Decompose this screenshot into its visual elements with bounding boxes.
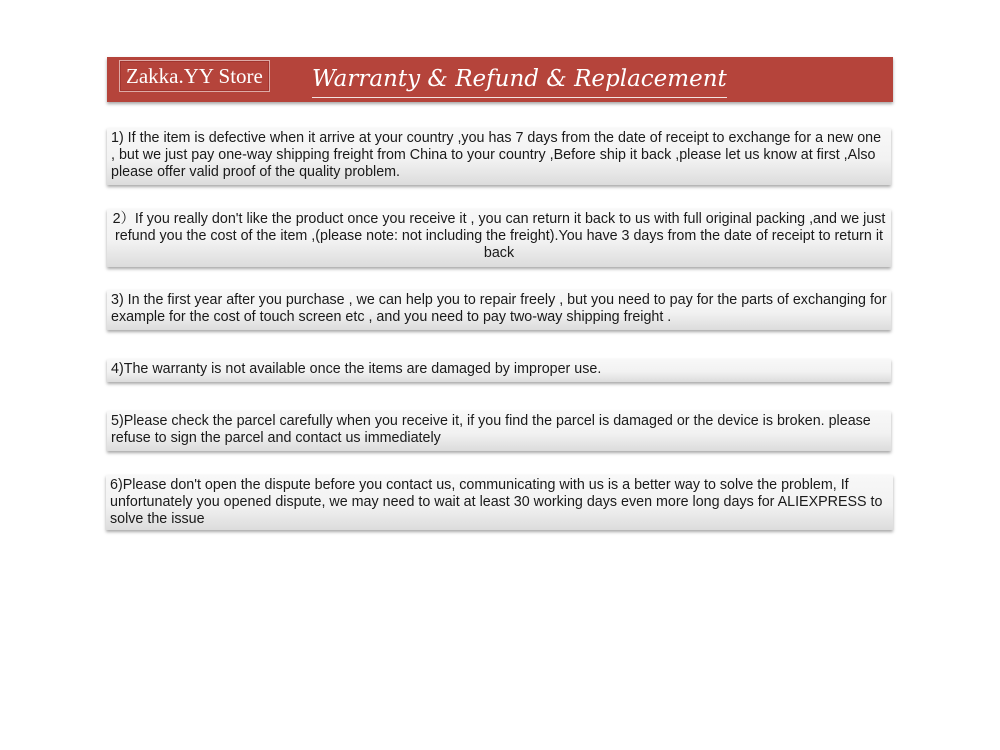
policy-item-parcel-check [107, 411, 891, 451]
policy-text: 6)Please don't open the dispute before you contact us, communicating with us is a better way to solve the problem, If unfortunately you opened dispute, we may need to wait at least 30 working days even more long days for ALIEXPRESS to solve the issue [110, 477, 883, 527]
page-title: Warranty & Refund & Replacement [312, 63, 727, 98]
policy-text: 2）If you really don't like the product once you receive it , you can return it back to us with full original packing ,and we just refund you the cost of the item ,(please note: not including the freight).You have 3 days from the date of receipt to return it back [112, 211, 886, 261]
policy-text: 5)Please check the parcel carefully when you receive it, if you find the parcel is damaged or the device is broken. please refuse to sign the parcel and contact us immediately [111, 413, 871, 446]
policy-text: 1) If the item is defective when it arrive at your country ,you has 7 days from the date of receipt to exchange for a new one , but we just pay one-way shipping freight from China to your country ,Before ship it back ,please let us know at first ,Also please offer valid proof of the quality problem. [111, 130, 882, 180]
policy-text: 3) In the first year after you purchase , we can help you to repair freely , but you need to pay for the parts of exchanging for example for the cost of touch screen etc , and you need to pay two-way shipping freight . [111, 292, 887, 325]
policy-item-dispute [106, 475, 893, 530]
policy-text: 4)The warranty is not available once the items are damaged by improper use. [111, 361, 602, 377]
policy-item-improper-use [107, 359, 891, 382]
policy-item-refund [107, 209, 891, 267]
header-banner [107, 57, 893, 102]
policy-item-repair [107, 290, 891, 330]
policy-item-defective [107, 128, 891, 185]
store-name: Zakka.YY Store [119, 60, 270, 92]
